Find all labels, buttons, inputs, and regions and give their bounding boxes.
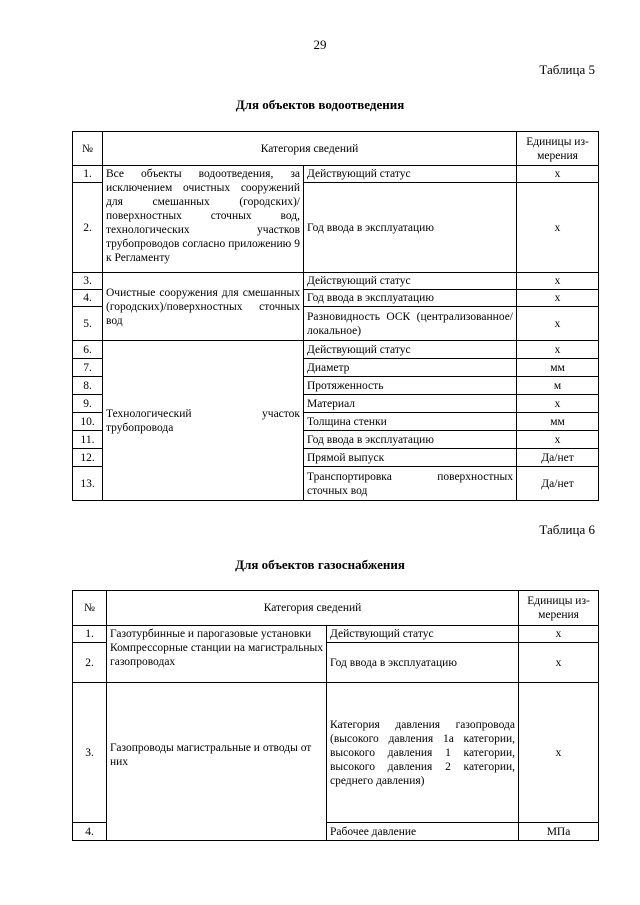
row-num: 12. — [73, 449, 103, 467]
row-num: 13. — [73, 467, 103, 501]
row-info: Транспортировка поверхностных сточных вод — [304, 467, 517, 501]
row-info: Год ввода в эксплуатацию — [304, 290, 517, 307]
row-unit: х — [517, 341, 599, 359]
table6-title: Для объектов газоснабжения — [235, 557, 405, 572]
row-info: Материал — [304, 395, 517, 413]
row-unit: х — [517, 431, 599, 449]
table6-header-row — [73, 591, 599, 626]
row-unit: х — [517, 395, 599, 413]
row-info: Год ввода в эксплуатацию — [304, 183, 517, 273]
table5-title: Для объектов водоотведения — [235, 97, 405, 112]
row-info: Действующий статус — [304, 166, 517, 183]
row-unit: х — [517, 290, 599, 307]
header-units: Единицы из-мерения — [519, 591, 599, 626]
group-gas-turbines-text: Газотурбинные и парогазовые установки — [110, 628, 312, 640]
group-all-objects: Все объекты водоотведения, за исключением очистных сооружений для смешанных (городских)/поверхностных сточных вод, технологических участков трубопроводов согласно приложению 9 к Регламенту — [103, 166, 304, 273]
row-info: Разновидность ОСК (централизованное/локальное) — [304, 307, 517, 341]
row-info: Толщина стенки — [304, 413, 517, 431]
table-row — [73, 626, 599, 643]
row-num: 9. — [73, 395, 103, 413]
row-info: Протяженность — [304, 377, 517, 395]
header-category: Категория сведений — [103, 132, 517, 166]
row-unit: Да/нет — [517, 449, 599, 467]
row-num: 3. — [73, 683, 107, 823]
row-num: 6. — [73, 341, 103, 359]
row-unit: м — [517, 377, 599, 395]
header-category: Категория сведений — [107, 591, 519, 626]
table6-label: Таблица 6 — [539, 522, 595, 537]
page-number: 29 — [313, 37, 327, 52]
table5 — [72, 131, 599, 501]
row-num: 1. — [73, 166, 103, 183]
row-info: Прямой выпуск — [304, 449, 517, 467]
row-unit: х — [517, 307, 599, 341]
row-num: 8. — [73, 377, 103, 395]
table5-label: Таблица 5 — [539, 62, 595, 77]
row-unit: х — [519, 643, 599, 683]
row-num: 7. — [73, 359, 103, 377]
table6 — [72, 590, 599, 841]
row-info: Рабочее давление — [327, 823, 519, 841]
row-num: 2. — [73, 643, 107, 683]
row-info: Действующий статус — [304, 273, 517, 290]
row-unit: х — [517, 273, 599, 290]
row-num: 4. — [73, 290, 103, 307]
row-unit: мм — [517, 359, 599, 377]
row-unit: х — [517, 183, 599, 273]
row-unit: х — [519, 683, 599, 823]
row-info: Категория давления газопровода (высокого давления 1а категории, высокого давления 1 категории, высокого давления 2 категории, среднего давления) — [327, 683, 519, 823]
table-row — [73, 683, 599, 823]
row-num: 1. — [73, 626, 107, 643]
row-num: 3. — [73, 273, 103, 290]
row-num: 5. — [73, 307, 103, 341]
row-unit: МПа — [519, 823, 599, 841]
row-unit: х — [519, 626, 599, 643]
row-info: Год ввода в эксплуатацию — [327, 643, 519, 683]
table-row — [73, 166, 599, 183]
table-row — [73, 273, 599, 290]
group-main-gas-pipelines: Газопроводы магистральные и отводы от них — [107, 683, 327, 841]
row-unit: Да/нет — [517, 467, 599, 501]
table5-header-row — [73, 132, 599, 166]
row-num: 2. — [73, 183, 103, 273]
header-units: Единицы из-мерения — [517, 132, 599, 166]
group-gas-turbines — [107, 626, 327, 683]
row-num: 4. — [73, 823, 107, 841]
row-num: 11. — [73, 431, 103, 449]
row-info: Диаметр — [304, 359, 517, 377]
row-num: 10. — [73, 413, 103, 431]
group-compressor-stations-text: Компрессорные станции на магистральных газопроводах — [110, 642, 323, 668]
header-num: № — [73, 591, 107, 626]
table-row — [73, 341, 599, 359]
header-num: № — [73, 132, 103, 166]
row-unit: мм — [517, 413, 599, 431]
row-unit: х — [517, 166, 599, 183]
row-info: Действующий статус — [327, 626, 519, 643]
group-pipeline-section: Технологический участок трубопровода — [103, 341, 304, 501]
row-info: Действующий статус — [304, 341, 517, 359]
group-treatment-facilities: Очистные сооружения для смешанных (городских)/поверхностных сточных вод — [103, 273, 304, 341]
row-info: Год ввода в эксплуатацию — [304, 431, 517, 449]
